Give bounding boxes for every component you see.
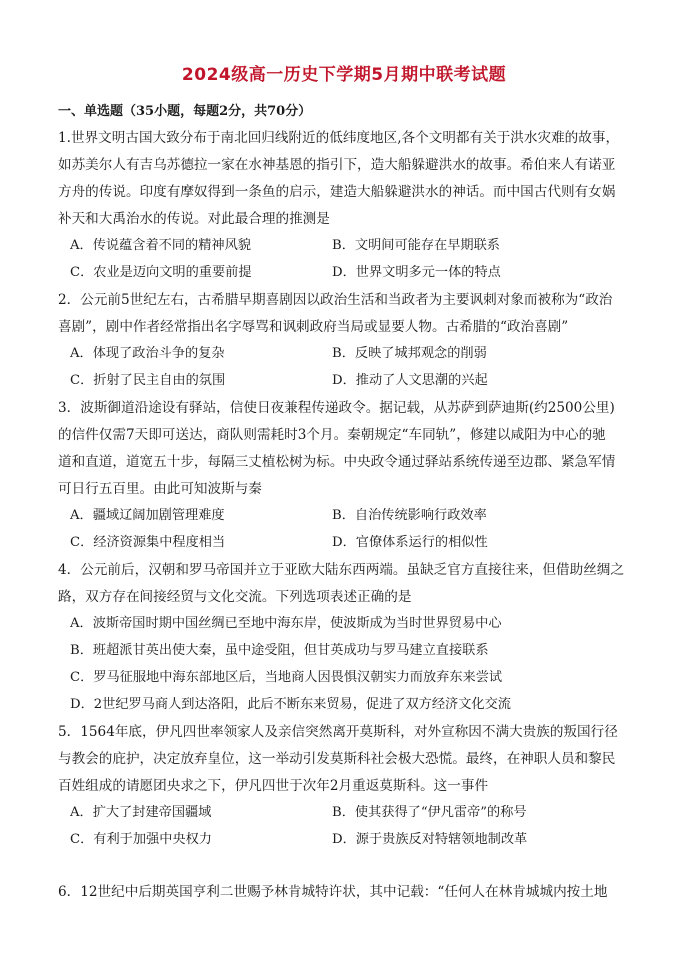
option-d: D．官僚体系运行的相似性 bbox=[332, 535, 488, 550]
question-text-line: 路，双方存在间接经贸与文化交流。下列选项表述正确的是 bbox=[58, 589, 412, 605]
question-text-line: 可日行五百里。由此可知波斯与秦 bbox=[58, 481, 262, 497]
option-a: A．体现了政治斗争的复杂 bbox=[70, 346, 225, 361]
question-text-line: 与教会的庇护，决定放弃皇位，这一举动引发莫斯科社会极大恐慌。最终，在神职人员和黎民 bbox=[58, 751, 616, 767]
question-text-line: 方舟的传说。印度有摩奴得到一条鱼的启示，建造大船躲避洪水的神话。而中国古代则有女娲 bbox=[58, 184, 616, 200]
question-text-line: 百姓组成的请愿团央求之下，伊凡四世于次年2月重返莫斯科。这一事件 bbox=[58, 778, 489, 794]
question-text-line: 4．公元前后，汉朝和罗马帝国并立于亚欧大陆东西两端。虽缺乏官方直接往来，但借助丝绸之 bbox=[58, 562, 624, 578]
option-d: D．推动了人文思潮的兴起 bbox=[332, 373, 488, 388]
question-text-line: 如苏美尔人有吉乌苏德拉一家在水神基恩的指引下，造大船躲避洪水的故事。希伯来人有诺亚 bbox=[58, 157, 616, 173]
option-b: B．班超派甘英出使大秦，虽中途受阻，但甘英成功与罗马建立直接联系 bbox=[70, 643, 489, 658]
question-text-line: 2．公元前5世纪左右，古希腊早期喜剧因以政治生活和当政者为主要讽刺对象而被称为“政治 bbox=[58, 292, 613, 308]
option-a: A．疆域辽阔加剧管理难度 bbox=[70, 508, 225, 523]
option-c: C．罗马征服地中海东部地区后，当地商人因畏惧汉朝实力而放弃东来尝试 bbox=[70, 670, 503, 685]
question-text-line: 道和直道，道宽五十步，每隔三丈植松树为标。中央政令通过驿站系统传递至边郡、紧急军情 bbox=[58, 454, 616, 470]
page-title: 2024级高一历史下学期5月期中联考试题 bbox=[181, 65, 507, 85]
question-text-line: 补天和大禹治水的传说。对此最合理的推测是 bbox=[58, 211, 330, 227]
option-c: C．农业是迈向文明的重要前提 bbox=[70, 265, 252, 280]
question-text-line: 5．1564年底，伊凡四世率领家人及亲信突然离开莫斯科，对外宣称因不满大贵族的叛国行径 bbox=[58, 724, 618, 740]
option-c: C．经济资源集中程度相当 bbox=[70, 535, 226, 550]
question-text-line: 3．波斯御道沿途设有驿站，信使日夜兼程传递政令。据记载，从苏萨到萨迪斯(约2500公里) bbox=[58, 400, 615, 416]
question-text-line: 6．12世纪中后期英国亨利二世赐予林肯城特许状，其中记载：“任何人在林肯城城内按土地 bbox=[58, 884, 608, 900]
option-a: A．传说蕴含着不同的精神风貌 bbox=[70, 238, 251, 253]
option-c: C．有利于加强中央权力 bbox=[70, 832, 212, 847]
section-heading: 一、单选题（35小题，每题2分，共70分） bbox=[58, 104, 312, 119]
option-b: B．反映了城邦观念的削弱 bbox=[332, 346, 487, 361]
option-a: A．扩大了封建帝国疆域 bbox=[70, 805, 212, 820]
option-d: D．世界文明多元一体的特点 bbox=[332, 265, 501, 280]
option-d: D．2世纪罗马商人到达洛阳，此后不断东来贸易，促进了双方经济文化交流 bbox=[70, 697, 511, 712]
option-b: B．自治传统影响行政效率 bbox=[332, 508, 487, 523]
option-d: D．源于贵族反对特辖领地制改革 bbox=[332, 832, 528, 847]
option-b: B．文明间可能存在早期联系 bbox=[332, 238, 500, 253]
question-text-line: 喜剧”，剧中作者经常指出名字辱骂和讽刺政府当局或显要人物。古希腊的“政治喜剧” bbox=[58, 319, 569, 335]
question-text-line: 1.世界文明古国大致分布于南北回归线附近的低纬度地区,各个文明都有关于洪水灾难的故事， bbox=[58, 130, 620, 146]
option-b: B．使其获得了“伊凡雷帝”的称号 bbox=[332, 805, 527, 820]
option-a: A．波斯帝国时期中国丝绸已至地中海东岸，使波斯成为当时世界贸易中心 bbox=[70, 616, 502, 631]
option-c: C．折射了民主自由的氛围 bbox=[70, 373, 226, 388]
question-text-line: 的信件仅需7天即可送达，商队则需耗时3个月。秦朝规定“车同轨”，修建以咸阳为中心的驰 bbox=[58, 427, 606, 443]
